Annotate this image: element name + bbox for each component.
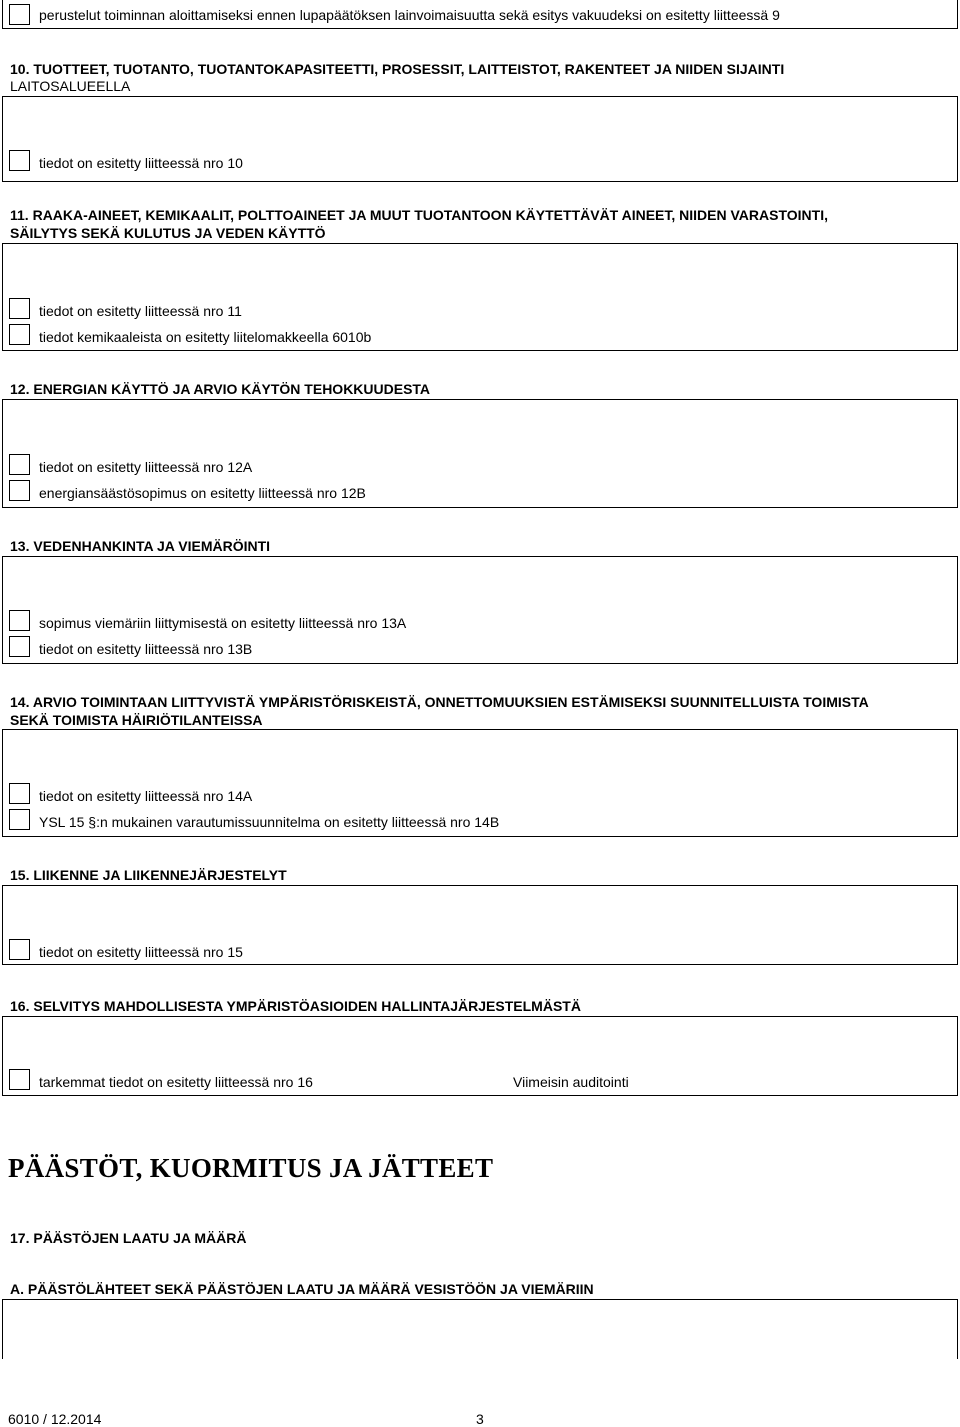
s11-option-1: tiedot on esitetty liitteessä nro 11 <box>39 303 242 319</box>
sA-heading: A. PÄÄSTÖLÄHTEET SEKÄ PÄÄSTÖJEN LAATU JA MÄÄRÄ VESISTÖÖN JA VIEMÄRIIN <box>10 1281 594 1297</box>
page-number: 3 <box>476 1411 484 1427</box>
s14-checkbox-2[interactable] <box>9 809 30 830</box>
s13-checkbox-2[interactable] <box>9 636 30 657</box>
item9-label: perustelut toiminnan aloittamiseksi ennen lupapäätöksen lainvoimaisuutta sekä esitys vakuudeksi on esitetty liitteessä 9 <box>39 7 780 23</box>
s13-heading: 13. VEDENHANKINTA JA VIEMÄRÖINTI <box>10 538 271 554</box>
s15-option-1: tiedot on esitetty liitteessä nro 15 <box>39 944 243 960</box>
s13-option-1: sopimus viemäriin liittymisestä on esitetty liitteessä nro 13A <box>39 615 407 631</box>
sA-box[interactable] <box>2 1299 958 1359</box>
s16-option-1: tarkemmat tiedot on esitetty liitteessä nro 16 <box>39 1074 313 1090</box>
s15-checkbox-1[interactable] <box>9 939 30 960</box>
s11-option-2: tiedot kemikaaleista on esitetty liitelomakkeella 6010b <box>39 329 372 345</box>
s12-heading: 12. ENERGIAN KÄYTTÖ JA ARVIO KÄYTÖN TEHOKKUUDESTA <box>10 381 431 397</box>
s16-checkbox-1[interactable] <box>9 1069 30 1090</box>
s14-option-1: tiedot on esitetty liitteessä nro 14A <box>39 788 253 804</box>
s16-heading: 16. SELVITYS MAHDOLLISESTA YMPÄRISTÖASIOIDEN HALLINTAJÄRJESTELMÄSTÄ <box>10 998 581 1014</box>
s10-heading-line1: 10. TUOTTEET, TUOTANTO, TUOTANTOKAPASITEETTI, PROSESSIT, LAITTEISTOT, RAKENTEET JA NIIDEN SIJAINTI <box>10 61 785 77</box>
s11-heading-line1: 11. RAAKA-AINEET, KEMIKAALIT, POLTTOAINEET JA MUUT TUOTANTOON KÄYTETTÄVÄT AINEET, NIIDEN VARASTOINTI, <box>10 207 828 223</box>
s11-heading-line2: SÄILYTYS SEKÄ KULUTUS JA VEDEN KÄYTTÖ <box>10 225 326 241</box>
s13-option-2: tiedot on esitetty liitteessä nro 13B <box>39 641 253 657</box>
s11-checkbox-2[interactable] <box>9 324 30 345</box>
s14-checkbox-1[interactable] <box>9 783 30 804</box>
form-code: 6010 / 12.2014 <box>8 1411 102 1427</box>
s14-option-2: YSL 15 §:n mukainen varautumissuunnitelma on esitetty liitteessä nro 14B <box>39 814 500 830</box>
s16-audit-label: Viimeisin auditointi <box>513 1074 629 1090</box>
s10-heading-line2: LAITOSALUEELLA <box>10 78 131 94</box>
s12-option-2: energiansäästösopimus on esitetty liitteessä nro 12B <box>39 485 366 501</box>
s15-heading: 15. LIIKENNE JA LIIKENNEJÄRJESTELYT <box>10 867 287 883</box>
item9-checkbox[interactable] <box>9 4 30 25</box>
s11-checkbox-1[interactable] <box>9 298 30 319</box>
s13-checkbox-1[interactable] <box>9 610 30 631</box>
s14-heading-line2: SEKÄ TOIMISTA HÄIRIÖTILANTEISSA <box>10 712 263 728</box>
s12-checkbox-2[interactable] <box>9 480 30 501</box>
s10-option-1: tiedot on esitetty liitteessä nro 10 <box>39 155 243 171</box>
s14-heading-line1: 14. ARVIO TOIMINTAAN LIITTYVISTÄ YMPÄRISTÖRISKEISTÄ, ONNETTOMUUKSIEN ESTÄMISEKSI SUUNNITELLUISTA TOIMISTA <box>10 694 869 710</box>
s12-option-1: tiedot on esitetty liitteessä nro 12A <box>39 459 253 475</box>
s17-heading: 17. PÄÄSTÖJEN LAATU JA MÄÄRÄ <box>10 1230 247 1246</box>
main-heading: PÄÄSTÖT, KUORMITUS JA JÄTTEET <box>8 1153 494 1183</box>
s12-checkbox-1[interactable] <box>9 454 30 475</box>
s10-checkbox-1[interactable] <box>9 150 30 171</box>
